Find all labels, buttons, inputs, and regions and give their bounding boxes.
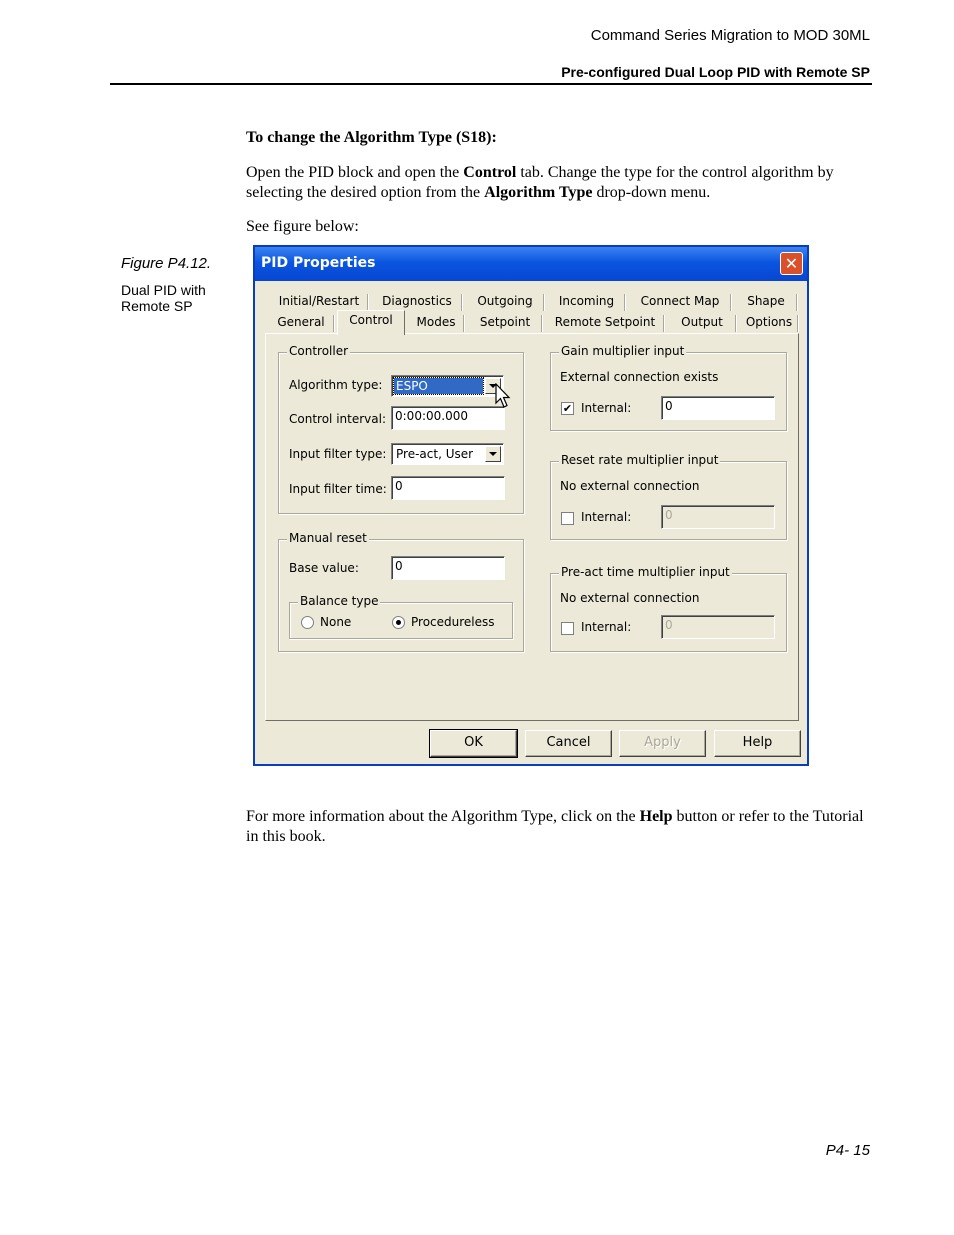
tab-diagnostics[interactable] bbox=[371, 292, 463, 312]
apply-button[interactable]: Apply bbox=[619, 730, 706, 757]
chevron-down-icon[interactable] bbox=[485, 446, 501, 462]
algorithm-type-label: Algorithm type: bbox=[289, 378, 383, 392]
manual-reset-group-title: Manual reset bbox=[289, 531, 367, 545]
reset-rate-status-text: No external connection bbox=[560, 479, 700, 493]
tab-shape[interactable] bbox=[734, 292, 798, 312]
para3-bold-help: Help bbox=[639, 808, 673, 825]
base-value-input[interactable]: 0 bbox=[391, 556, 505, 580]
preact-internal-checkbox[interactable] bbox=[561, 622, 574, 635]
reset-rate-internal-checkbox[interactable] bbox=[561, 512, 574, 525]
paragraph-3 bbox=[246, 807, 866, 847]
tab-label: Options bbox=[745, 315, 793, 329]
page-header-title: Command Series Migration to MOD 30ML bbox=[590, 27, 870, 44]
mouse-pointer-icon bbox=[495, 383, 511, 411]
tab-label: Outgoing bbox=[477, 294, 533, 308]
tab-outgoing[interactable] bbox=[465, 292, 545, 312]
input-filter-type-dropdown[interactable] bbox=[391, 443, 504, 465]
tab-label: General bbox=[277, 315, 325, 329]
help-button[interactable]: Help bbox=[714, 730, 801, 757]
preact-group bbox=[550, 565, 787, 652]
figure-caption: Dual PID with Remote SP bbox=[121, 282, 206, 314]
input-filter-time-input[interactable]: 0 bbox=[391, 476, 505, 500]
tab-connect-map[interactable] bbox=[628, 292, 732, 312]
tab-label: Output bbox=[681, 315, 723, 329]
algorithm-type-value: ESPO bbox=[394, 378, 483, 394]
control-interval-label: Control interval: bbox=[289, 412, 386, 426]
gain-multiplier-title: Gain multiplier input bbox=[561, 344, 685, 358]
tab-modes[interactable] bbox=[407, 313, 465, 333]
gain-status-text: External connection exists bbox=[560, 370, 719, 384]
base-value-label: Base value: bbox=[289, 561, 359, 575]
tab-label: Control bbox=[349, 313, 393, 327]
para1-bold-algorithm: Algorithm Type bbox=[484, 184, 593, 201]
preact-status-text: No external connection bbox=[560, 591, 700, 605]
tab-label: Incoming bbox=[558, 294, 615, 308]
balance-procedureless-label: Procedureless bbox=[411, 615, 495, 629]
page-header-section: Pre-configured Dual Loop PID with Remote SP bbox=[561, 64, 870, 80]
tab-label: Setpoint bbox=[479, 315, 531, 329]
balance-procedureless-radio[interactable] bbox=[392, 616, 405, 629]
tab-label: Initial/Restart bbox=[278, 294, 360, 308]
gain-internal-checkbox[interactable]: ✔ bbox=[562, 402, 573, 415]
para1-text-e: drop-down menu. bbox=[592, 184, 711, 201]
tab-general[interactable] bbox=[267, 313, 335, 333]
tab-initial-restart[interactable] bbox=[269, 292, 369, 312]
tab-label: Diagnostics bbox=[382, 294, 452, 308]
input-filter-type-label: Input filter type: bbox=[289, 447, 387, 461]
preact-internal-input: 0 bbox=[661, 615, 775, 639]
close-icon[interactable]: ✕ bbox=[780, 252, 803, 275]
preact-internal-label: Internal: bbox=[581, 620, 632, 634]
ok-button[interactable]: OK bbox=[430, 730, 517, 757]
para3-text-a: For more information about the Algorithm Type, click on the bbox=[246, 808, 640, 825]
gain-internal-input[interactable]: 0 bbox=[661, 396, 775, 420]
para1-text-a: Open the PID block and open the bbox=[246, 164, 464, 181]
balance-type-title: Balance type bbox=[300, 594, 379, 608]
gain-internal-label: Internal: bbox=[581, 401, 632, 415]
control-interval-input[interactable]: 0:00:00.000 bbox=[391, 406, 505, 430]
tab-label: Shape bbox=[747, 294, 785, 308]
tab-label: Modes bbox=[416, 315, 456, 329]
tab-control[interactable] bbox=[337, 310, 405, 335]
subheading: To change the Algorithm Type (S18): bbox=[246, 129, 497, 146]
preact-title: Pre-act time multiplier input bbox=[561, 565, 730, 579]
para1-text-c: tab. Change the type for the control algorithm by selecting the desired option from the bbox=[246, 164, 834, 201]
algorithm-type-dropdown[interactable] bbox=[391, 375, 504, 397]
reset-rate-internal-input: 0 bbox=[661, 505, 775, 529]
page-number: P4- 15 bbox=[825, 1142, 870, 1159]
input-filter-type-value: Pre-act, User bbox=[396, 447, 474, 461]
header-rule bbox=[110, 83, 872, 85]
reset-rate-title: Reset rate multiplier input bbox=[561, 453, 719, 467]
para1-bold-control: Control bbox=[463, 164, 517, 181]
paragraph-2: See figure below: bbox=[246, 218, 359, 235]
tab-label: Remote Setpoint bbox=[554, 315, 656, 329]
balance-none-label: None bbox=[320, 615, 352, 629]
tab-output[interactable] bbox=[667, 313, 737, 333]
tab-label: Connect Map bbox=[640, 294, 720, 308]
tab-incoming[interactable] bbox=[547, 292, 626, 312]
controller-group-title: Controller bbox=[289, 344, 349, 358]
tab-setpoint[interactable] bbox=[467, 313, 543, 333]
dialog-titlebar bbox=[255, 247, 807, 281]
reset-rate-internal-label: Internal: bbox=[581, 510, 632, 524]
input-filter-time-label: Input filter time: bbox=[289, 482, 387, 496]
figure-label: Figure P4.12. bbox=[121, 255, 212, 272]
dialog-title: PID Properties bbox=[261, 255, 376, 271]
cancel-button[interactable]: Cancel bbox=[525, 730, 612, 757]
para3-text-c: button or refer to the Tutorial in this book. bbox=[246, 808, 864, 845]
pid-properties-dialog bbox=[253, 245, 809, 766]
tab-options[interactable] bbox=[739, 313, 799, 333]
tab-remote-setpoint[interactable] bbox=[545, 313, 665, 333]
balance-none-radio[interactable] bbox=[301, 616, 314, 629]
paragraph-1 bbox=[246, 163, 866, 203]
